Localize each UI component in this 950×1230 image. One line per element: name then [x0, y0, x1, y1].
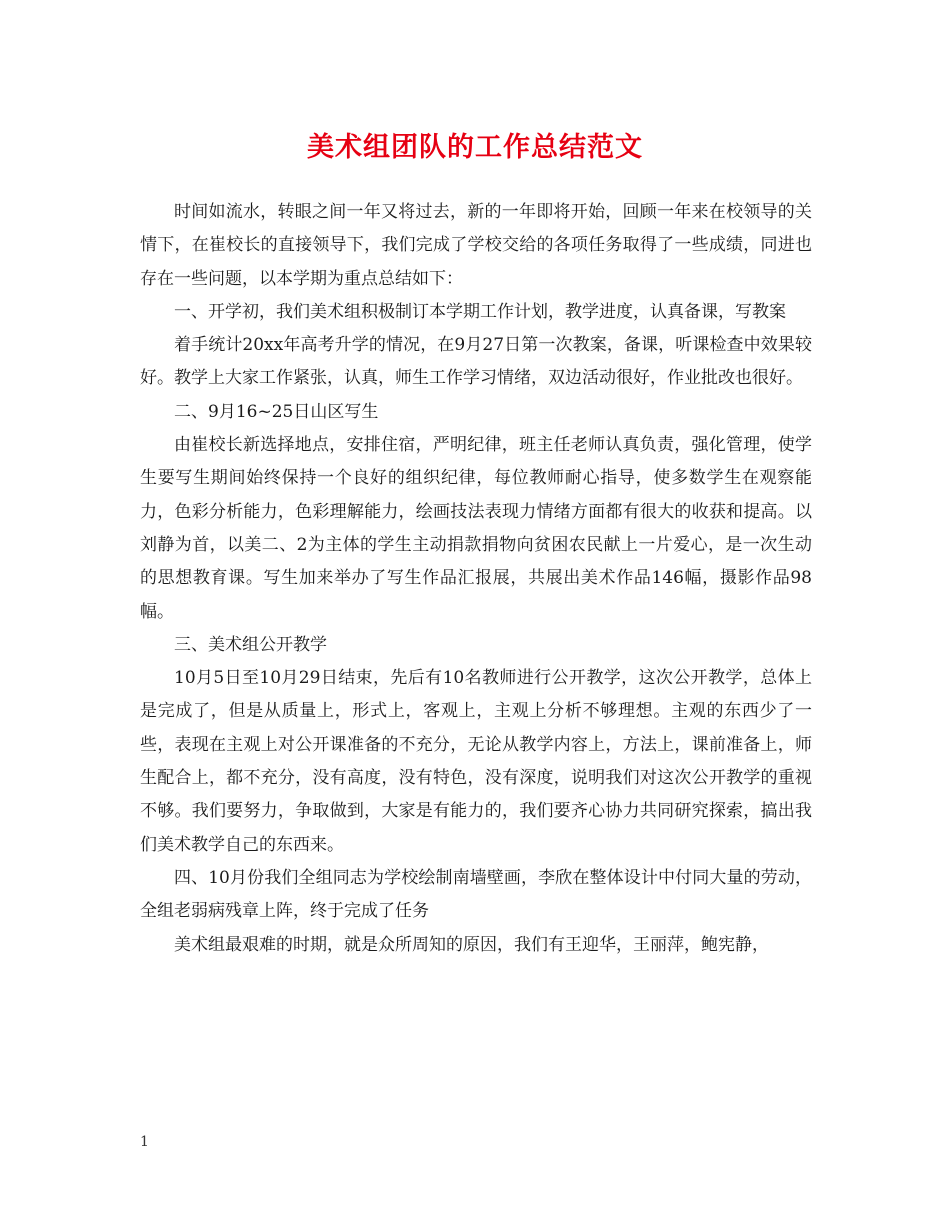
page-title: 美术组团队的工作总结范文 — [307, 132, 643, 163]
body-paragraph: 美术组最艰难的时期，就是众所周知的原因，我们有王迎华，王丽萍，鲍宪静， — [174, 934, 769, 955]
section-heading-1: 一、开学初，我们美术组积极制订本学期工作计划，教学进度，认真备课，写教案 — [174, 301, 786, 322]
body-paragraph: 着手统计20xx年高考升学的情况，在9月27日第一次教案，备课，听课检查中效果较好。教学上大家工作紧张，认真，师生工作学习情绪，双边活动很好，作业批改也很好。 — [140, 335, 812, 389]
section-heading-2: 二、9月16~25日山区写生 — [174, 401, 379, 422]
section-heading-4: 四、10月份我们全组同志为学校绘制南墙壁画，李欣在整体设计中付同大量的劳动，全组老弱病残章上阵，终于完成了任务 — [140, 867, 812, 922]
page-number: 1 — [140, 1134, 149, 1150]
body-paragraph: 由崔校长新选择地点，安排住宿，严明纪律，班主任老师认真负责，强化管理，使学生要写生期间始终保持一个良好的组织纪律，每位教师耐心指导，使多数学生在观察能力，色彩分析能力，色彩理解能力，绘画技法表现力情绪方面都有很大的收获和提高。以刘静为首，以美二、2为主体的学生主动捐款捐物向贫困农民献上一片爱心，是一次生动的思想教育课。写生加来举办了写生作品汇报展，共展出美术作品146幅，摄影作品98幅。 — [140, 435, 812, 622]
body-paragraph: 10月5日至10月29日结束，先后有10名教师进行公开教学，这次公开教学，总体上是完成了，但是从质量上，形式上，客观上，主观上分析不够理想。主观的东西少了一些，表现在主观上对公开课准备的不充分，无论从教学内容上，方法上，课前准备上，师生配合上，都不充分，没有高度，没有特色，没有深度，说明我们对这次公开教学的重视不够。我们要努力，争取做到，大家是有能力的，我们要齐心协力共同研究探索，搞出我们美术教学自己的东西来。 — [140, 668, 812, 855]
document-body — [140, 196, 812, 962]
section-heading-3: 三、美术组公开教学 — [174, 634, 327, 655]
intro-paragraph: 时间如流水，转眼之间一年又将过去，新的一年即将开始，回顾一年来在校领导的关情下，在崔校长的直接领导下，我们完成了学校交给的各项任务取得了一些成绩，同进也存在一些问题，以本学期为重点总结如下： — [140, 202, 812, 289]
